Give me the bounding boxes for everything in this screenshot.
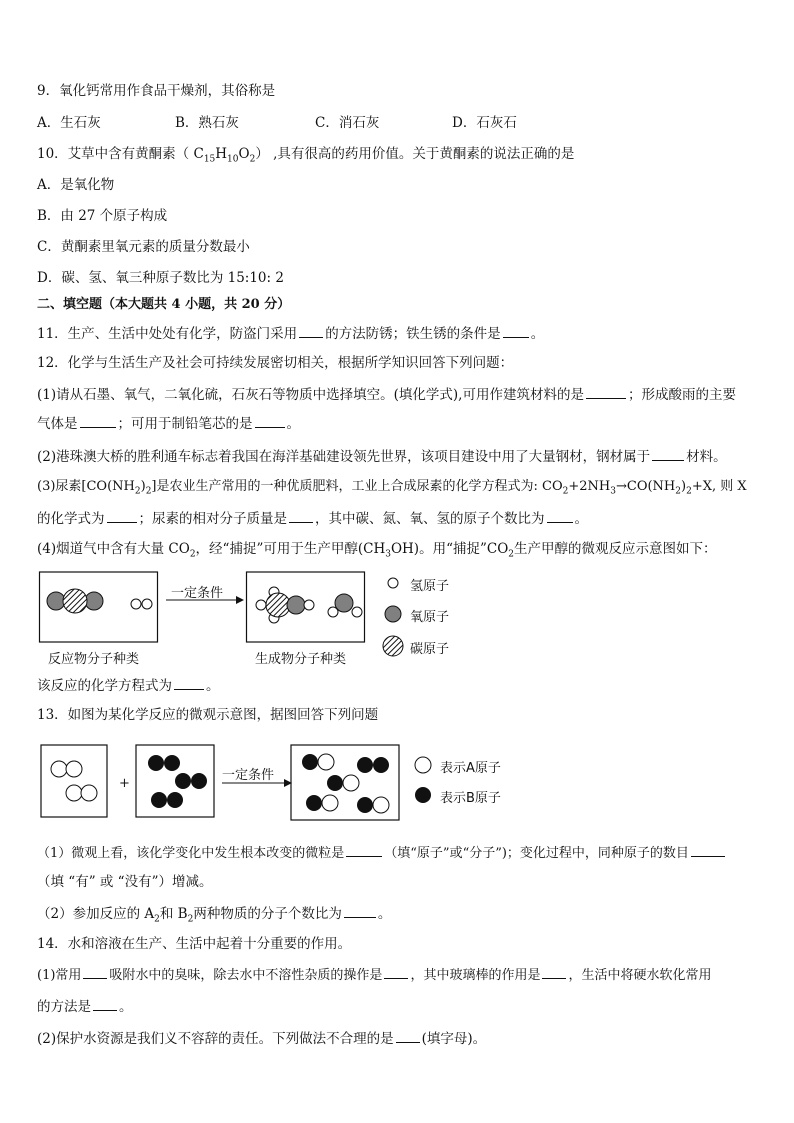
answer-blank[interactable] <box>691 843 725 857</box>
legend-a-atom-label: 表示A原子 <box>440 761 501 776</box>
b-atom <box>175 773 191 789</box>
product-caption: 生成物分子种类 <box>255 652 347 667</box>
legend-b-atom-icon <box>415 787 431 803</box>
q14-part1-line1: (1)常用 吸附水中的臭味，除去水中不溶性杂质的操作是 ，其中玻璃棒的作用是 ，生活中将硬水软化常用 <box>37 965 711 985</box>
a-atom <box>51 761 67 777</box>
b-atom <box>357 757 373 773</box>
reactant-caption: 反应物分子种类 <box>48 652 140 667</box>
q9-option-d: D．石灰石 <box>452 115 517 131</box>
hydrogen-atom <box>142 599 152 609</box>
q9-option-a: A．生石灰 <box>37 115 101 131</box>
legend-carbon-icon <box>383 636 403 656</box>
answer-blank[interactable] <box>299 324 323 338</box>
b-atom <box>148 755 164 771</box>
a2-box <box>41 745 107 817</box>
legend-carbon-label: 碳原子 <box>410 642 450 657</box>
q13-part2: （2）参加反应的 $A_2$和 $B_2$两种物质的分子个数比为 。 <box>37 906 392 925</box>
answer-blank[interactable] <box>80 414 116 428</box>
q14-part1-line2: 的方法是 。 <box>37 999 133 1015</box>
oxygen-atom <box>47 592 65 610</box>
q13-part1-line2: （填 “有” 或 “没有”）增减。 <box>37 874 213 890</box>
q14-part2: (2)保护水资源是我们义不容辞的责任。下列做法不合理的是 (填字母)。 <box>37 1031 487 1047</box>
q14-stem: 14．水和溶液在生产、生活中起着十分重要的作用。 <box>37 936 352 952</box>
oxygen-atom <box>85 592 103 610</box>
answer-blank[interactable] <box>83 965 107 979</box>
legend-a-atom-icon <box>415 757 431 773</box>
q12-equation-prompt: 该反应的化学方程式为 。 <box>37 678 220 694</box>
q11-stem: 11．生产、生活中处处有化学，防盗门采用 的方法防锈；铁生锈的条件是 。 <box>37 326 545 342</box>
answer-blank[interactable] <box>586 385 626 399</box>
answer-blank[interactable] <box>542 965 566 979</box>
legend-hydrogen-icon <box>388 578 398 588</box>
b-atom <box>302 754 318 770</box>
hydrogen-atom <box>352 607 362 617</box>
answer-blank[interactable] <box>396 1029 420 1043</box>
q10-option-c: C．黄酮素里氧元素的质量分数最小 <box>37 239 250 255</box>
q13-stem: 13．如图为某化学反应的微观示意图，据图回答下列问题 <box>37 707 379 723</box>
q9-stem: 9．氧化钙常用作食品干燥剂，其俗称是 <box>37 83 276 99</box>
oxygen-atom <box>335 594 353 612</box>
a-atom <box>66 761 82 777</box>
carbon-atom <box>63 589 87 613</box>
a-atom <box>66 785 82 801</box>
section-heading: 二、填空题（本大题共 4 小题，共 20 分） <box>37 297 291 312</box>
q9-option-c: C．消石灰 <box>315 115 380 131</box>
b-atom <box>357 797 373 813</box>
a-atom <box>373 797 389 813</box>
answer-blank[interactable] <box>255 414 285 428</box>
q12-part3-line1: (3)尿素$[CO(NH_2)_2]$是农业生产常用的一种优质肥料，工业上合成尿素的化学方程式为: $CO_2+2NH_3\to CO(NH_2)_2+X$, 则 X <box>37 479 747 497</box>
answer-blank[interactable] <box>346 843 382 857</box>
q12-part1-line1: (1)请从石墨、氧气，二氧化硫，石灰石等物质中选择填空。(填化学式),可用作建筑材料的是 ；形成酸雨的主要 <box>37 387 736 403</box>
answer-blank[interactable] <box>93 997 117 1011</box>
answer-blank[interactable] <box>384 965 408 979</box>
a-atom <box>318 754 334 770</box>
b-atom <box>164 755 180 771</box>
b-atom <box>151 792 167 808</box>
hydrogen-atom <box>256 600 266 610</box>
answer-blank[interactable] <box>107 509 137 523</box>
hydrogen-atom <box>304 600 314 610</box>
reaction-condition-label: 一定条件 <box>222 768 275 783</box>
q12-stem: 12．化学与生活生产及社会可持续发展密切相关，根据所学知识回答下列问题： <box>37 355 514 371</box>
q13-part1-line1: （1）微观上看，该化学变化中发生根本改变的微粒是 （填“原子”或“分子”)；变化过程中，同种原子的数目 <box>37 843 727 863</box>
hydrogen-atom <box>131 599 141 609</box>
legend-oxygen-icon <box>385 606 401 622</box>
answer-blank[interactable] <box>289 509 313 523</box>
q10-option-b: B．由 27 个原子构成 <box>37 208 168 224</box>
b-atom <box>167 792 183 808</box>
b-atom <box>191 773 207 789</box>
a-atom <box>322 795 338 811</box>
q9-option-b: B．熟石灰 <box>175 115 239 131</box>
q12-part1-line2: 气体是 ；可用于制铅笔芯的是 。 <box>37 416 300 432</box>
q10-option-d: D．碳、氢、氧三种原子数比为 15:10: 2 <box>37 270 284 286</box>
legend-b-atom-label: 表示B原子 <box>440 791 501 806</box>
a-atom <box>81 785 97 801</box>
legend-hydrogen-label: 氢原子 <box>410 579 450 594</box>
answer-blank[interactable] <box>344 904 376 918</box>
b-atom <box>373 757 389 773</box>
q12-part4: (4)烟道气中含有大量 $CO_2$，经“捕捉”可用于生产甲醇$(CH_3OH)$。用“捕捉$”CO_2$生产甲醇的微观反应示意图如下： <box>37 541 717 560</box>
answer-blank[interactable] <box>547 509 573 523</box>
q12-part3-line2: 的化学式为 ；尿素的相对分子质量是 ，其中碳、氮、氧、氢的原子个数比为 。 <box>37 511 588 527</box>
b-atom <box>306 795 322 811</box>
carbon-atom <box>266 593 290 617</box>
q12-part2: (2)港珠澳大桥的胜利通车标志着我国在海洋基础建设领先世界，该项目建设中用了大量钢材，钢材属于 材料。 <box>37 449 727 465</box>
legend-oxygen-label: 氧原子 <box>410 610 450 625</box>
q10-option-a: A．是氧化物 <box>37 177 115 193</box>
plus-sign: + <box>119 776 130 791</box>
b-atom <box>327 775 343 791</box>
q10-stem: 10．艾草中含有黄酮素（ $C_{15}H_{10}O_2$） ,具有很高的药用价值。关于黄酮素的说法正确的是 <box>37 146 575 165</box>
oxygen-atom <box>287 596 305 614</box>
reaction-condition-label: 一定条件 <box>171 586 224 601</box>
a-atom <box>343 775 359 791</box>
answer-blank[interactable] <box>503 324 529 338</box>
answer-blank[interactable] <box>652 447 684 461</box>
answer-blank[interactable] <box>174 676 204 690</box>
